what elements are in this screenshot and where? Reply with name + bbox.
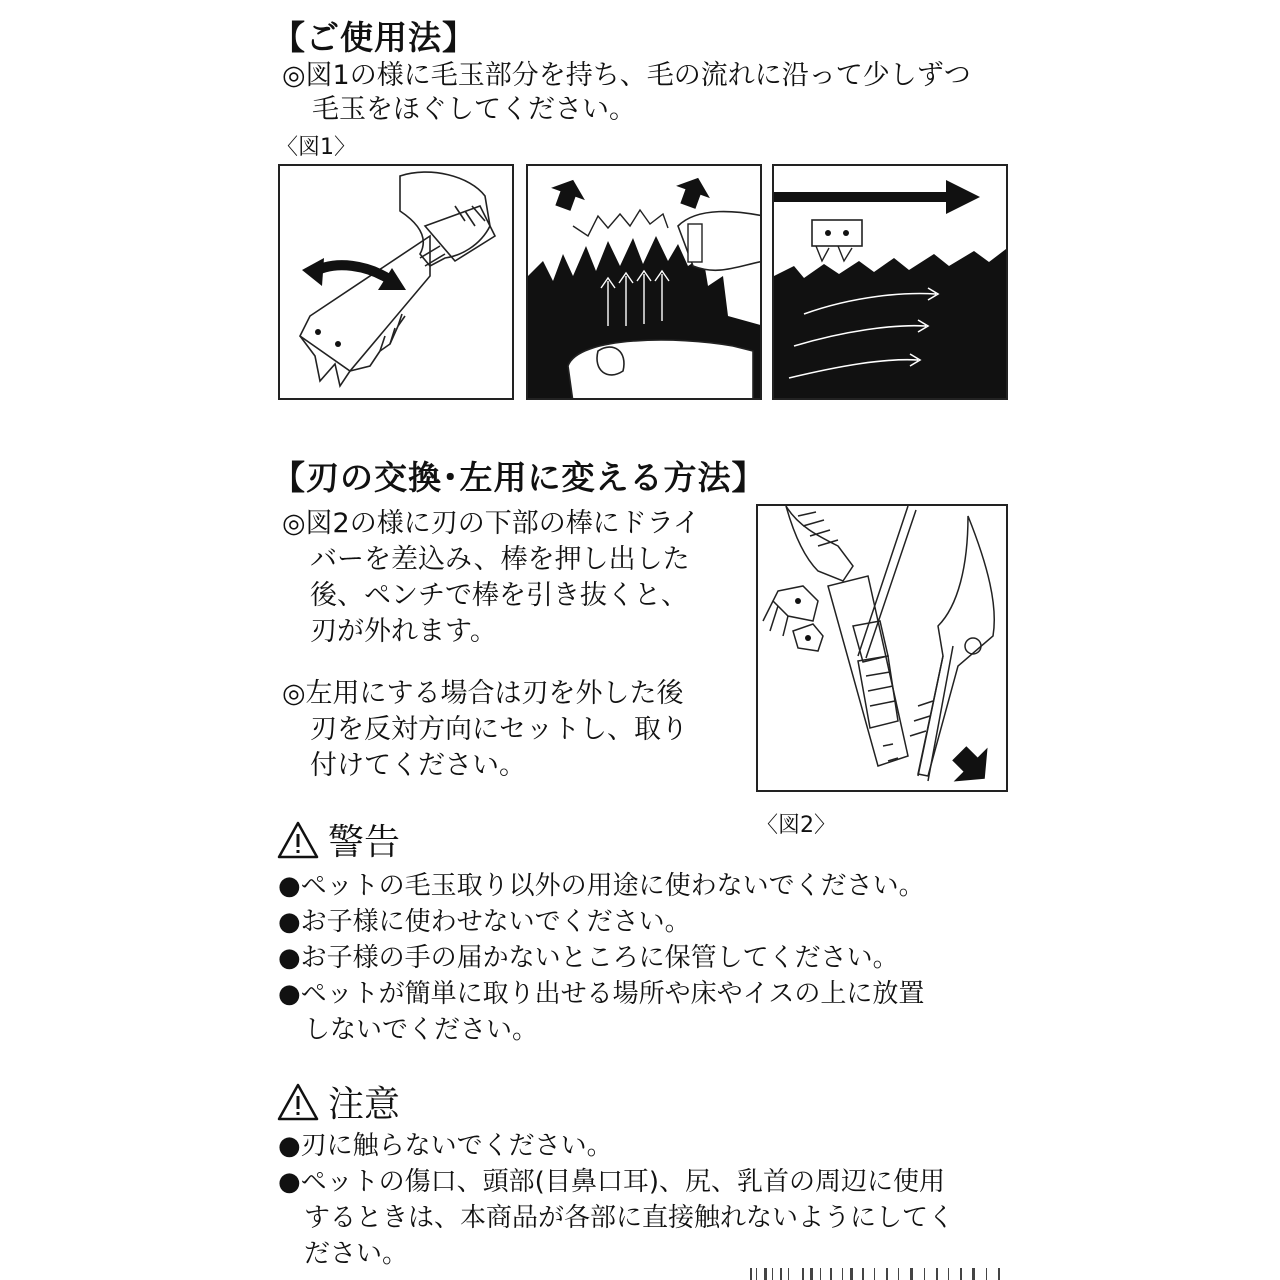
fur-direction-illustration	[774, 166, 1008, 400]
blade-para2-line1: ◎左用にする場合は刃を外した後	[282, 678, 684, 709]
blade-removal-illustration	[758, 506, 1008, 792]
warning-item-4-cont: しないでください。	[304, 1015, 539, 1045]
figure1-label: 〈図1〉	[276, 135, 356, 160]
warning-triangle-icon	[276, 1082, 320, 1122]
warning-triangle-icon	[276, 820, 320, 860]
figure2-panel	[756, 504, 1008, 792]
usage-heading: 【ご使用法】	[272, 18, 476, 57]
comb-hold-illustration	[280, 166, 514, 400]
usage-instruction-line1: ◎図1の様に毛玉部分を持ち、毛の流れに沿って少しずつ	[282, 60, 971, 91]
caution-item-2-cont1: するときは、本商品が各部に直接触れないようにしてく	[304, 1203, 955, 1233]
barcode-fragment	[750, 1268, 1010, 1280]
fur-lift-illustration	[528, 166, 762, 400]
figure1-panel-lift-fur	[526, 164, 762, 400]
figure1-panel-fur-direction	[772, 164, 1008, 400]
caution-item-2-cont2: ださい。	[304, 1239, 409, 1269]
blade-heading: 【刃の交換･左用に変える方法】	[272, 458, 766, 497]
warning-title: 警告	[328, 822, 401, 863]
blade-para2-line3: 付けてください。	[310, 750, 526, 781]
warning-item-4: ●ペットが簡単に取り出せる場所や床やイスの上に放置	[278, 979, 925, 1009]
blade-para1-line1: ◎図2の様に刃の下部の棒にドライ	[282, 508, 700, 539]
blade-para1-line4: 刃が外れます。	[310, 616, 497, 647]
blade-para1-line2: バーを差込み、棒を押し出した	[310, 544, 690, 575]
warning-item-1: ●ペットの毛玉取り以外の用途に使わないでください。	[278, 871, 925, 901]
blade-para1-line3: 後、ペンチで棒を引き抜くと、	[310, 580, 688, 611]
caution-header	[276, 1076, 400, 1127]
warning-item-3: ●お子様の手の届かないところに保管してください。	[278, 943, 899, 973]
warning-item-2: ●お子様に使わせないでください。	[278, 907, 691, 937]
caution-item-2: ●ペットの傷口、頭部(目鼻口耳)、尻、乳首の周辺に使用	[278, 1167, 945, 1197]
usage-instruction-line2: 毛玉をほぐしてください。	[312, 94, 636, 125]
warning-header	[276, 814, 400, 865]
blade-para2-line2: 刃を反対方向にセットし、取り	[310, 714, 688, 745]
caution-title: 注意	[328, 1084, 401, 1125]
caution-item-1: ●刃に触らないでください。	[278, 1131, 613, 1161]
figure1-panel-hold-comb	[278, 164, 514, 400]
figure2-label: 〈図2〉	[756, 813, 836, 838]
